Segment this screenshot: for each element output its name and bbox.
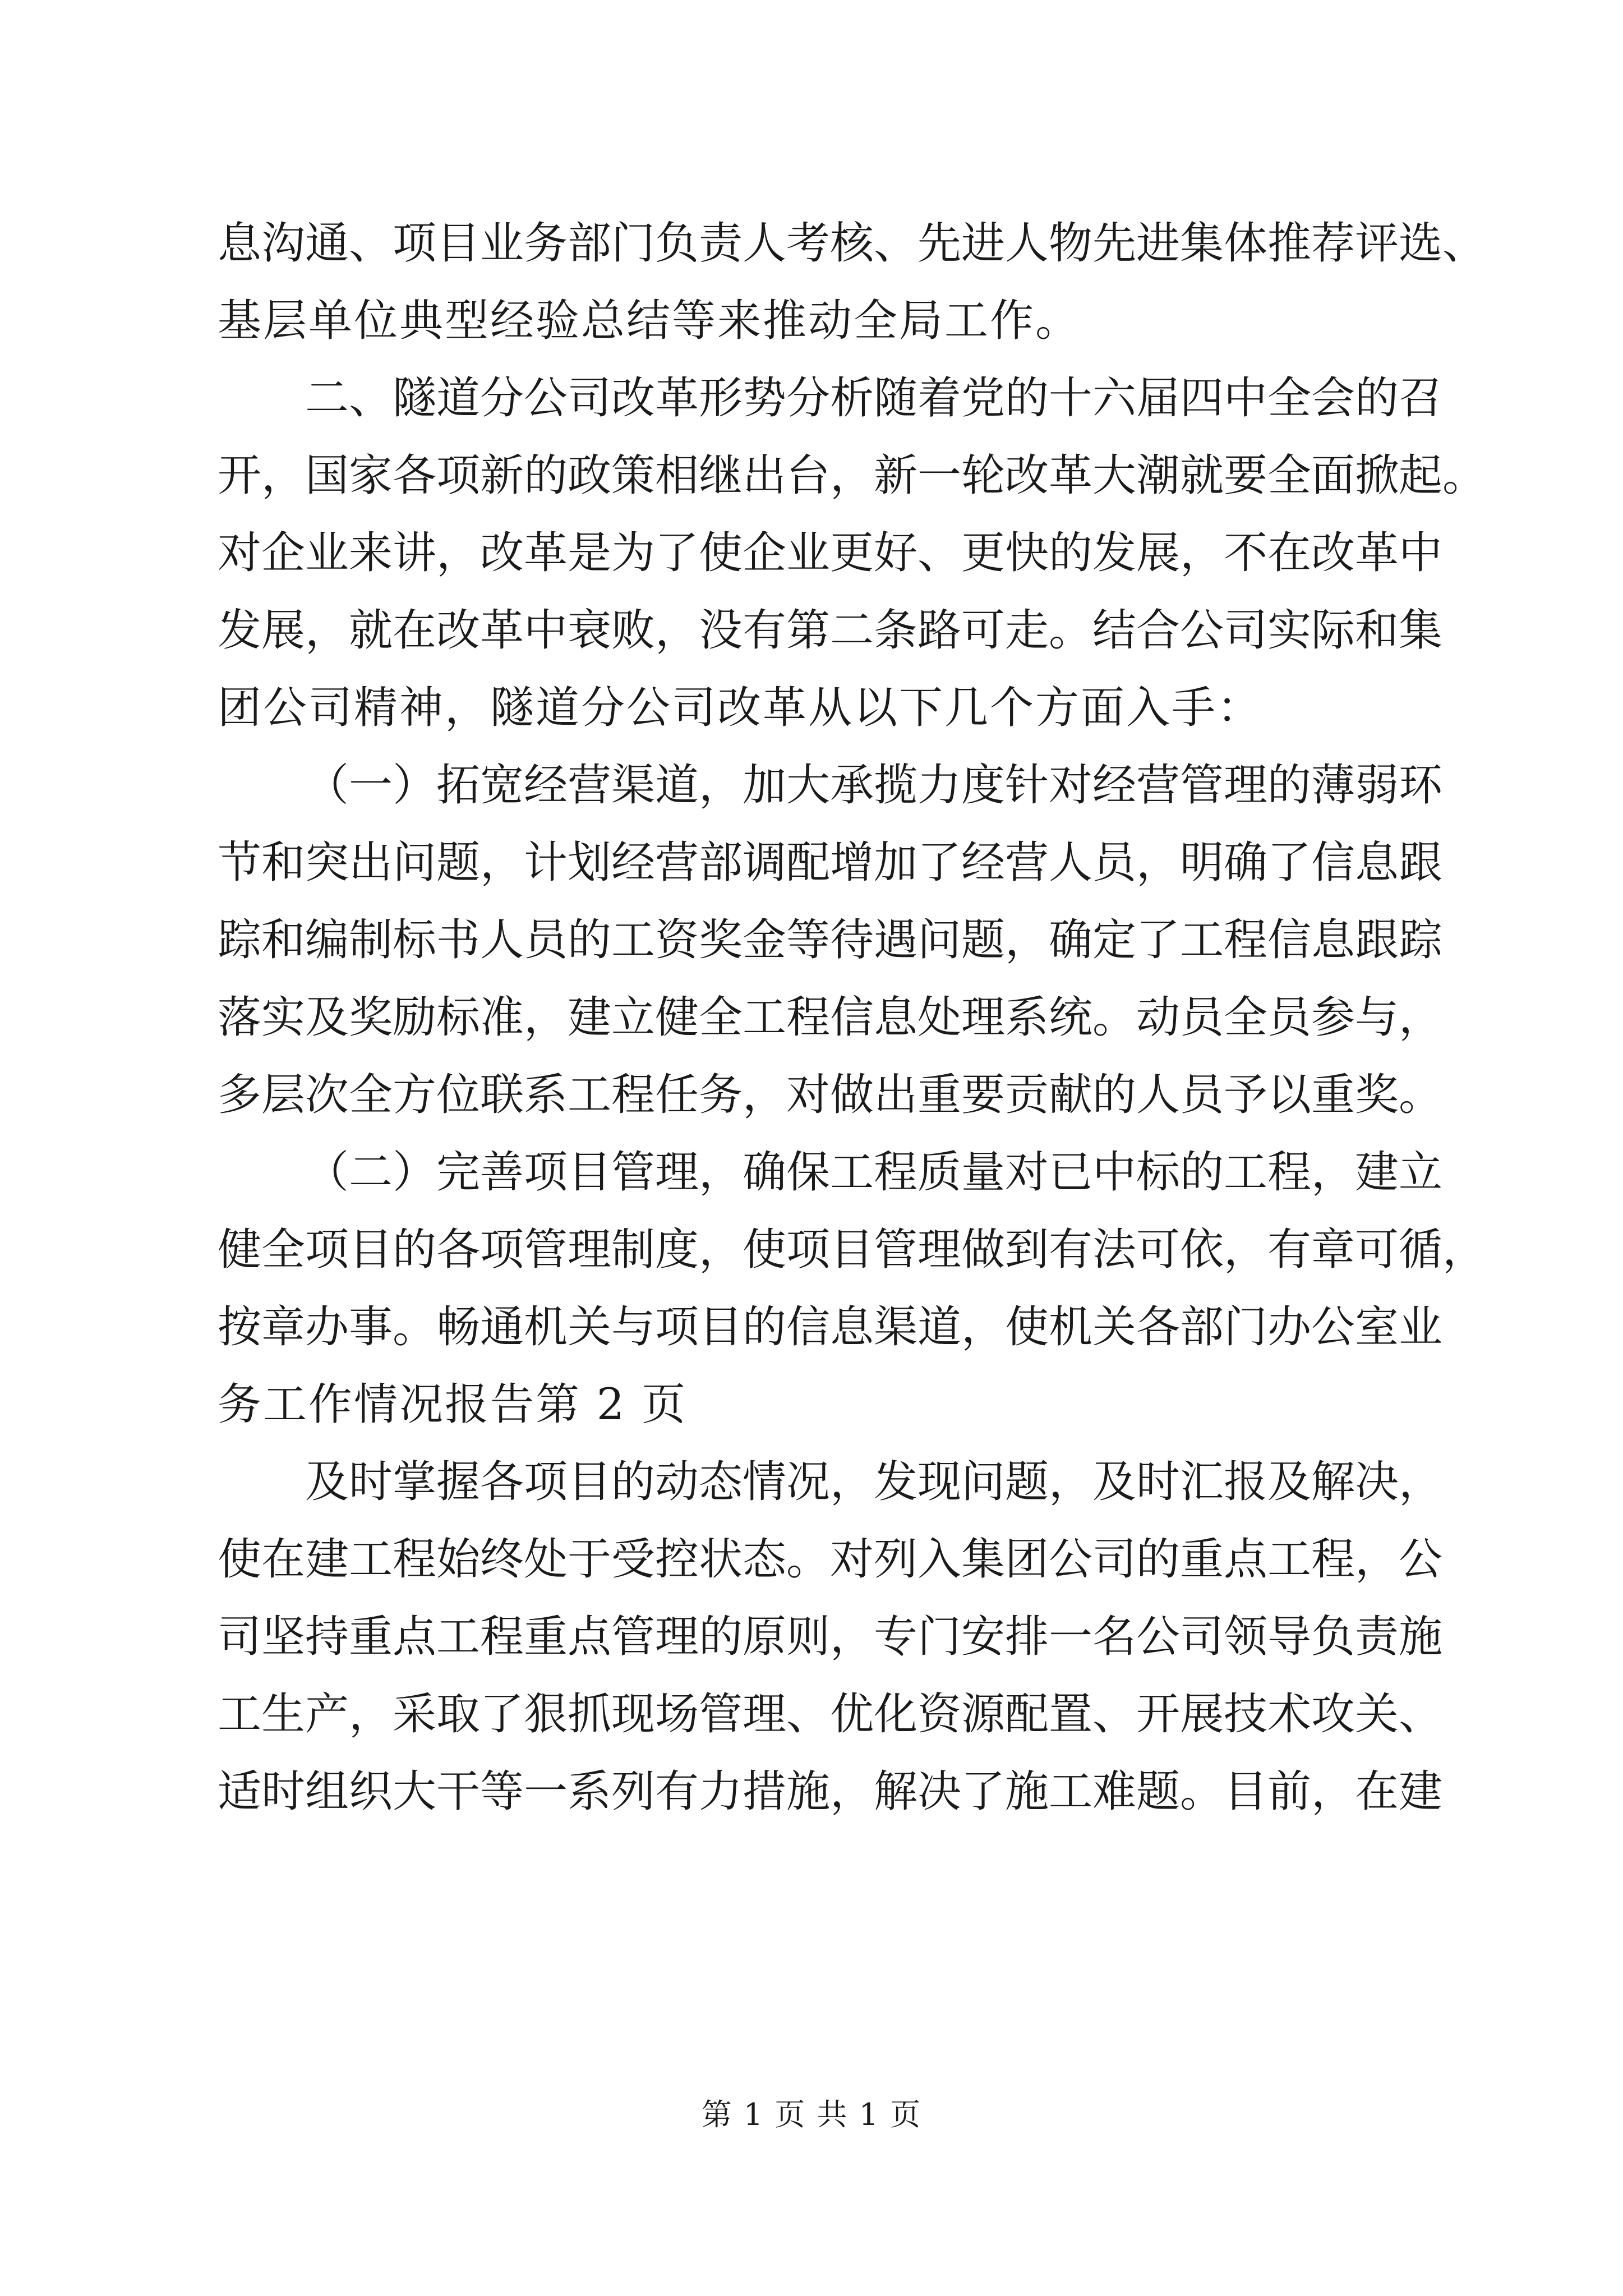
- text-line: 团公司精神，隧道分公司改革从以下几个方面入手：: [218, 683, 1263, 733]
- text-line: 息沟通、项目业务部门负责人考核、先进人物先进集体推荐评选、: [218, 218, 1487, 269]
- paragraph-first-line: （一）拓宽经营渠道，加大承揽力度针对经营管理的薄弱环: [305, 760, 1443, 811]
- text-line: 多层次全方位联系工程任务，对做出重要贡献的人员予以重奖。: [218, 1070, 1443, 1120]
- text-line: 节和突出问题，计划经营部调配增加了经营人员，明确了信息跟: [218, 838, 1443, 888]
- text-line: 司坚持重点工程重点管理的原则，专门安排一名公司领导负责施: [218, 1612, 1443, 1662]
- page-number-label: 第 1 页 共 1 页: [701, 2097, 922, 2132]
- paragraph-first-line: 二、隧道分公司改革形势分析随着党的十六届四中全会的召: [305, 373, 1443, 424]
- text-line: 健全项目的各项管理制度，使项目管理做到有法可依，有章可循，: [218, 1225, 1487, 1275]
- paragraph-first-line: （二）完善项目管理，确保工程质量对已中标的工程，建立: [305, 1147, 1443, 1198]
- text-line: 务工作情况报告第 2 页: [218, 1379, 688, 1430]
- text-line: 工生产，采取了狠抓现场管理、优化资源配置、开展技术攻关、: [218, 1689, 1443, 1740]
- document-body: [218, 205, 1487, 1830]
- text-line: 对企业来讲，改革是为了使企业更好、更快的发展，不在改革中: [218, 528, 1443, 578]
- paragraph-first-line: 及时掌握各项目的动态情况，发现问题，及时汇报及解决，: [305, 1457, 1443, 1507]
- text-line: 落实及奖励标准，建立健全工程信息处理系统。动员全员参与，: [218, 992, 1443, 1043]
- text-line: 发展，就在改革中衰败，没有第二条路可走。结合公司实际和集: [218, 605, 1443, 656]
- text-line: 按章办事。畅通机关与项目的信息渠道，使机关各部门办公室业: [218, 1302, 1443, 1352]
- text-line: 适时组织大干等一系列有力措施，解决了施工难题。目前，在建: [218, 1766, 1443, 1817]
- text-line: 踪和编制标书人员的工资奖金等待遇问题，确定了工程信息跟踪: [218, 915, 1443, 965]
- text-line: 使在建工程始终处于受控状态。对列入集团公司的重点工程，公: [218, 1534, 1443, 1585]
- page-footer: [0, 2095, 1623, 2134]
- text-line: 基层单位典型经验总结等来推动全局工作。: [218, 296, 1081, 346]
- text-line: 开，国家各项新的政策相继出台，新一轮改革大潮就要全面掀起。: [218, 450, 1487, 501]
